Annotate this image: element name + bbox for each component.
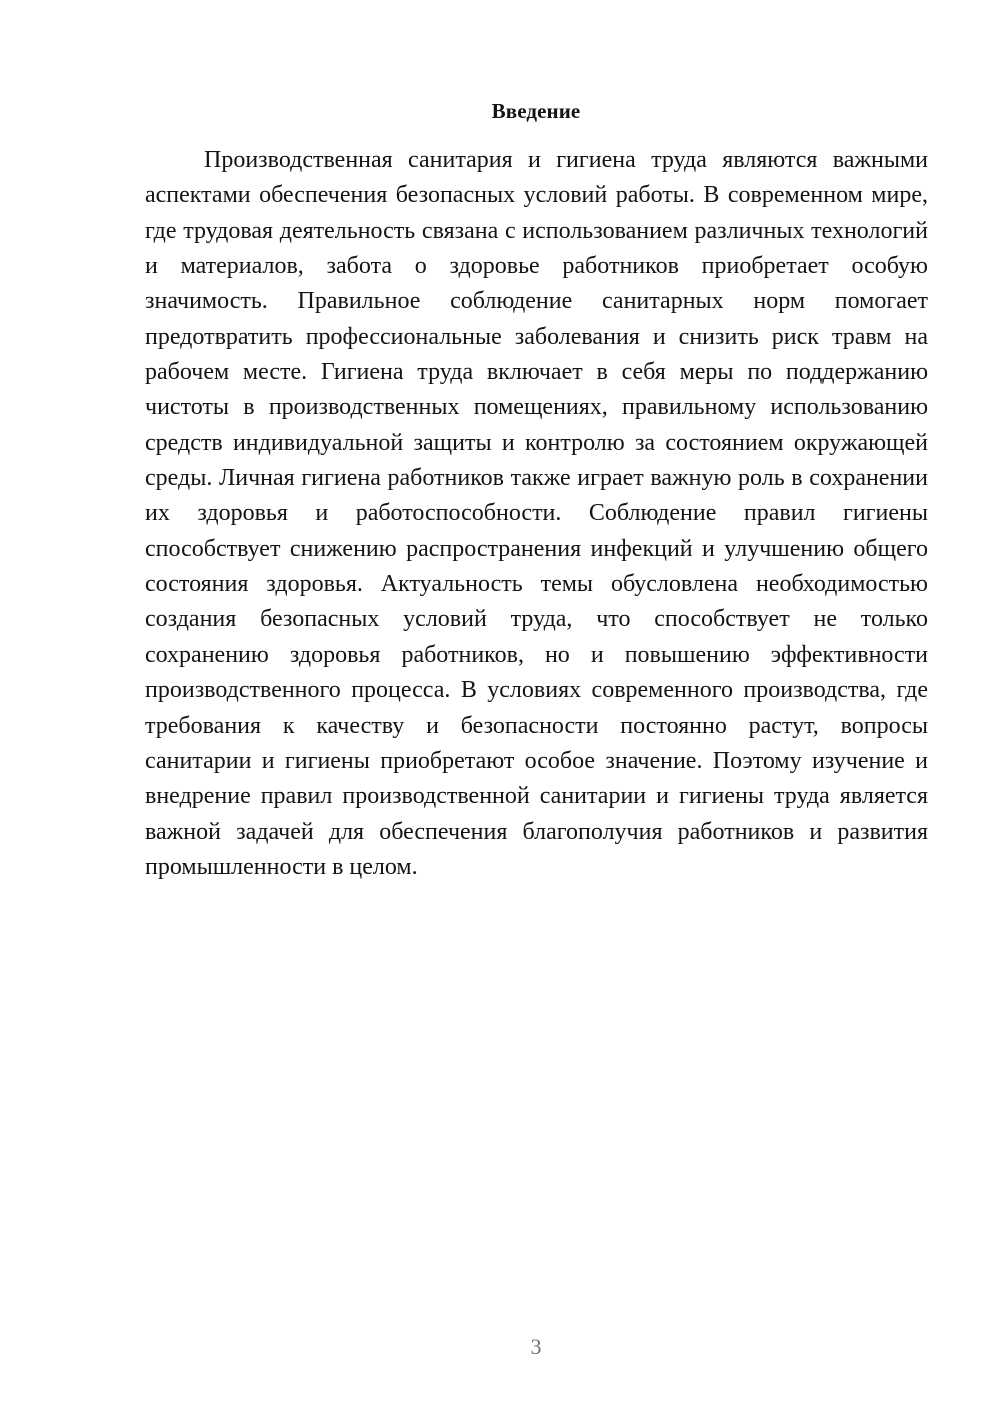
page-number: 3 xyxy=(530,1334,542,1359)
section-heading: Введение xyxy=(491,99,581,123)
introduction-paragraph: Производственная санитария и гигиена труда являются важными аспектами обеспечения безопасных условий работы. В современном мире, где трудовая деятельность связана с использованием различных технологий и материалов, забота о здоровье работников приобретает особую значимость. Правильное соблюдение санитарных норм помогает предотвратить профессиональные заболевания и снизить риск травм на рабочем месте. Гигиена труда включает в себя меры по поддержанию чистоты в производственных помещениях, правильному использованию средств индивидуальной защиты и контролю за состоянием окружающей среды. Личная гигиена работников также играет важную роль в сохранении их здоровья и работоспособности. Соблюдение правил гигиены способствует снижению распространения инфекций и улучшению общего состояния здоровья. Актуальность темы обусловлена необходимостью создания безопасных условий труда, что способствует не только сохранению здоровья работников, но и повышению эффективности производственного процесса. В условиях современного производства, где требования к качеству и безопасности постоянно растут, вопросы санитарии и гигиены приобретают особое значение. Поэтому изучение и внедрение правил производственной санитарии и гигиены труда является важной задачей для обеспечения благополучия работников и развития промышленности в целом. xyxy=(145,147,928,880)
